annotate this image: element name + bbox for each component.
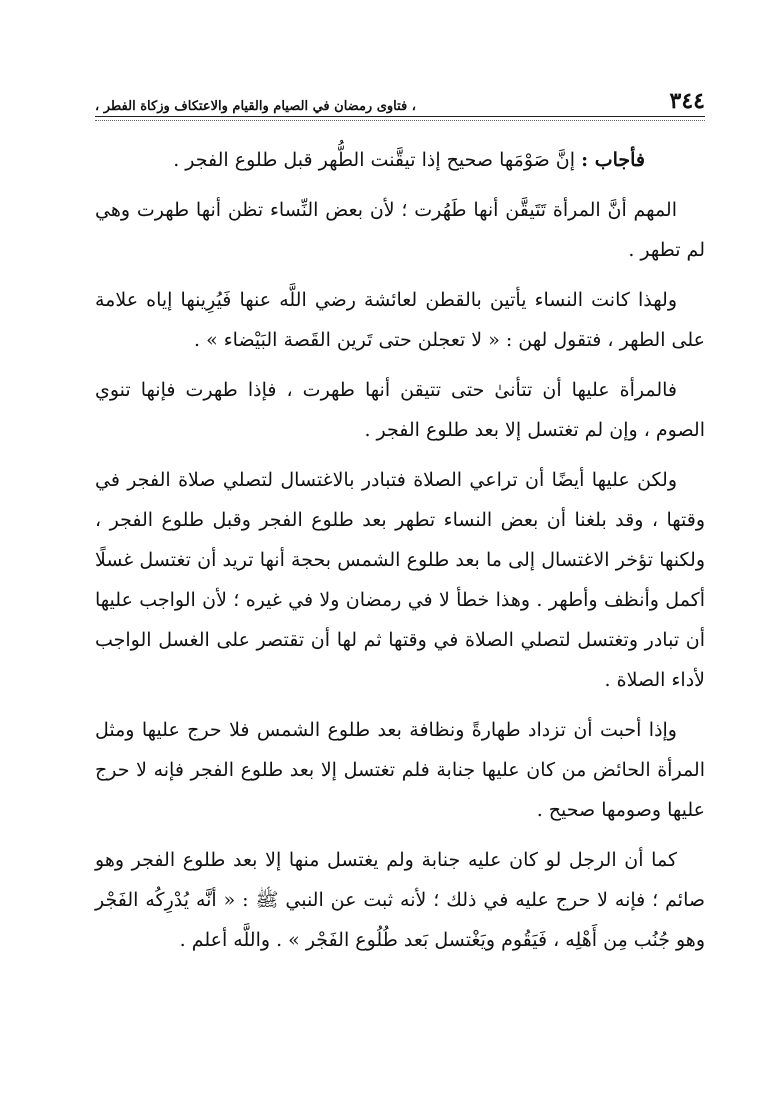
paragraph-answer: [95, 140, 705, 180]
paragraph: وإذا أحبت أن تزداد طهارةً ونظافة بعد طلوع الشمس فلا حرج عليها ومثل المرأة الحائض من كان عليها جنابة فلم تغتسل إلا بعد طلوع الفجر فإنه لا حرج عليها وصومها صحيح .: [95, 719, 705, 821]
header-rule: [95, 116, 705, 117]
running-title: ، فتاوى رمضان في الصيام والقيام والاعتكاف وزكاة الفطر ،: [95, 99, 416, 114]
paragraph: كما أن الرجل لو كان عليه جنابة ولم يغتسل منها إلا بعد طلوع الفجر وهو صائم ؛ فإنه لا حرج عليه في ذلك ؛ لأنه ثبت عن النبي ﷺ : « أنَّه يُدْرِكُه الفَجْر وهو جُنُب مِن أَهْلِه ، فَيَقُوم ويَغْتسل بَعد طُلُوع الفَجْر » . واللَّه أعلم .: [95, 849, 705, 951]
paragraph: المهم أنَّ المرأة تَتَيقَّن أنها طَهُرت ؛ لأن بعض النِّساء تظن أنها طهرت وهي لم تطهر .: [95, 199, 705, 261]
page-number: ٣٤٤: [669, 88, 705, 114]
answer-lead: فأجاب :: [581, 149, 645, 171]
paragraph: ولهذا كانت النساء يأتين بالقطن لعائشة رضي اللَّه عنها فَيُرِينها إياه علامة على الطهر ، فتقول لهن : « لا تعجلن حتى تَرين القَصة البَيْضاء » .: [95, 289, 705, 351]
paragraph: فالمرأة عليها أن تتأنىٰ حتى تتيقن أنها طهرت ، فإذا طهرت فإنها تنوي الصوم ، وإن لم تغتسل إلا بعد طلوع الفجر .: [95, 379, 705, 441]
page-header: [95, 78, 705, 114]
header-rule-dotted: [95, 120, 705, 121]
paragraph: ولكن عليها أيضًا أن تراعي الصلاة فتبادر بالاغتسال لتصلي صلاة الفجر في وقتها ، وقد بلغنا أن بعض النساء تطهر بعد طلوع الفجر وقبل طلوع الفجر ، ولكنها تؤخر الاغتسال إلى ما بعد طلوع الشمس بحجة أنها تريد أن تغتسل غسلًا أكمل وأنظف وأطهر . وهذا خطأ لا في رمضان ولا في غيره ؛ لأن الواجب عليها أن تبادر وتغتسل لتصلي الصلاة في وقتها ثم لها أن تقتصر على الغسل الواجب لأداء الصلاة .: [95, 469, 705, 691]
body-text: [95, 140, 705, 970]
paragraph-text: إنَّ صَوْمَها صحيح إذا تيقَّنت الطُّهر قبل طلوع الفجر .: [173, 149, 582, 171]
